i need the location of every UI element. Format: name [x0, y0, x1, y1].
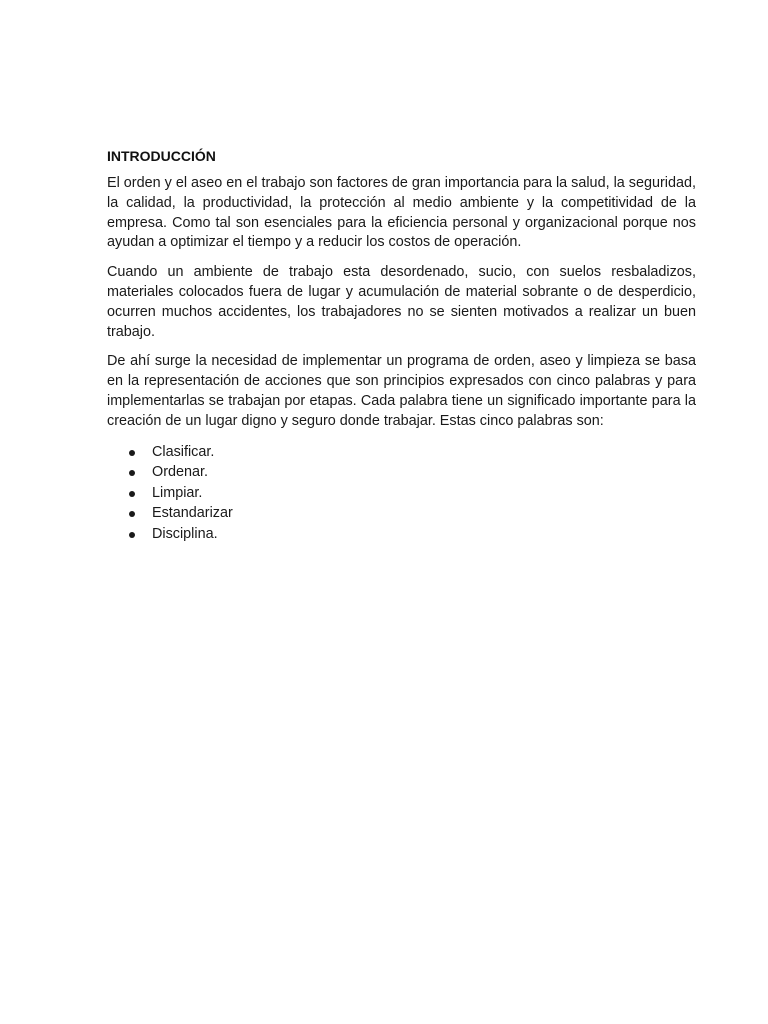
list-item — [107, 503, 696, 524]
list-item — [107, 442, 696, 463]
list-item-text: Disciplina. — [152, 525, 218, 542]
bullet-list — [107, 442, 696, 545]
document-page — [107, 146, 696, 544]
list-item-text: Clasificar. — [152, 443, 215, 460]
paragraph-2: Cuando un ambiente de trabajo esta desordenado, sucio, con suelos resbaladizos, materiales colocados fuera de lugar y acumulación de material sobrante o de desperdicio, ocurren muchos accidentes, los trabajadores no se sienten motivados a realizar un buen trabajo. — [107, 264, 696, 340]
bullet-icon — [129, 491, 135, 497]
paragraph-3: De ahí surge la necesidad de implementar un programa de orden, aseo y limpieza se basa en la representación de acciones que son principios expresados con cinco palabras y para implementarlas se trabajan por etapas. Cada palabra tiene un significado importante para la creación de un lugar digno y seguro donde trabajar. Estas cinco palabras son: — [107, 353, 696, 429]
list-item-text: Ordenar. — [152, 464, 208, 481]
bullet-icon — [129, 470, 135, 476]
list-item-text: Estandarizar — [152, 505, 233, 522]
list-item — [107, 483, 696, 504]
bullet-icon — [129, 511, 135, 517]
list-item — [107, 524, 696, 545]
paragraph-1: El orden y el aseo en el trabajo son factores de gran importancia para la salud, la seguridad, la calidad, la productividad, la protección al medio ambiente y la competitividad de la empresa. Como tal son esenciales para la eficiencia personal y organizacional porque nos ayudan a optimizar el tiempo y a reducir los costos de operación. — [107, 175, 696, 251]
list-item-text: Limpiar. — [152, 484, 203, 501]
bullet-icon — [129, 450, 135, 456]
section-heading: INTRODUCCIÓN — [107, 148, 216, 164]
list-item — [107, 462, 696, 483]
bullet-icon — [129, 532, 135, 538]
